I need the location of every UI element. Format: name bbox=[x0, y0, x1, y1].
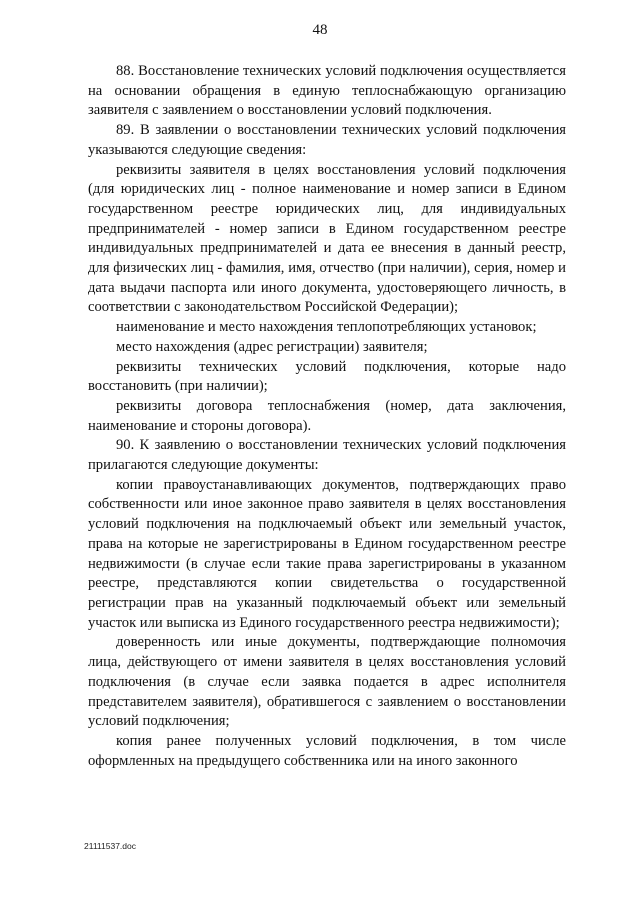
list-item-tech-conditions: реквизиты технических условий подключения, которые надо восстановить (при наличии); bbox=[88, 358, 566, 395]
list-item-heat-contract: реквизиты договора теплоснабжения (номер, дата заключения, наименование и стороны договора). bbox=[88, 397, 566, 434]
paragraph-88: 88. Восстановление технических условий подключения осуществляется на основании обращения в единую теплоснабжающую организацию заявителя с заявлением о восстановлении условий подключения. bbox=[88, 63, 566, 119]
paragraph-90: 90. К заявлению о восстановлении технических условий подключения прилагаются следующие документы: bbox=[88, 437, 566, 474]
list-item-ownership-docs: копии правоустанавливающих документов, подтверждающих право собственности или иное законное право заявителя в целях восстановления условий подключения на подключаемый объект или земельный участок, права на которые не зарегистрированы в Едином государственном реестре недвижимости (в случае если такие права зарегистрированы в указанном реестре, представляются копии свидетельства о государственной регистрации прав на указанный подключаемый объект или земельный участок или выписка из Единого государственного реестра недвижимости); bbox=[88, 476, 566, 631]
document-body bbox=[88, 62, 566, 771]
list-item-power-of-attorney: доверенность или иные документы, подтверждающие полномочия лица, действующего от имени заявителя в целях восстановления условий подключения (в случае если заявка подается в адрес исполнителя представителем заявителя), обратившегося с заявлением о восстановлении условий подключения; bbox=[88, 634, 566, 730]
list-item-installations: наименование и место нахождения теплопотребляющих установок; bbox=[116, 319, 537, 336]
list-item-previous-conditions: копия ранее полученных условий подключения, в том числе оформленных на предыдущего собственника или на иного законного bbox=[88, 732, 566, 769]
page-number: 48 bbox=[312, 22, 328, 38]
paragraph-89: 89. В заявлении о восстановлении технических условий подключения указываются следующие сведения: bbox=[88, 122, 566, 158]
footer-filename: 21111537.doc bbox=[84, 841, 136, 851]
list-item-applicant-details: реквизиты заявителя в целях восстановления условий подключения (для юридических лиц - полное наименование и номер записи в Едином государственном реестре юридических лиц, для индивидуальных предпринимателей - номер записи в Едином государственном реестре индивидуальных предпринимателей и дата ее внесения в данный реестр, для физических лиц - фамилия, имя, отчество (при наличии), серия, номер и дата выдачи паспорта или иного документа, удостоверяющего личность, в соответствии с законодательством Российской Федерации); bbox=[88, 161, 566, 316]
list-item-applicant-address: место нахождения (адрес регистрации) заявителя; bbox=[116, 338, 428, 355]
